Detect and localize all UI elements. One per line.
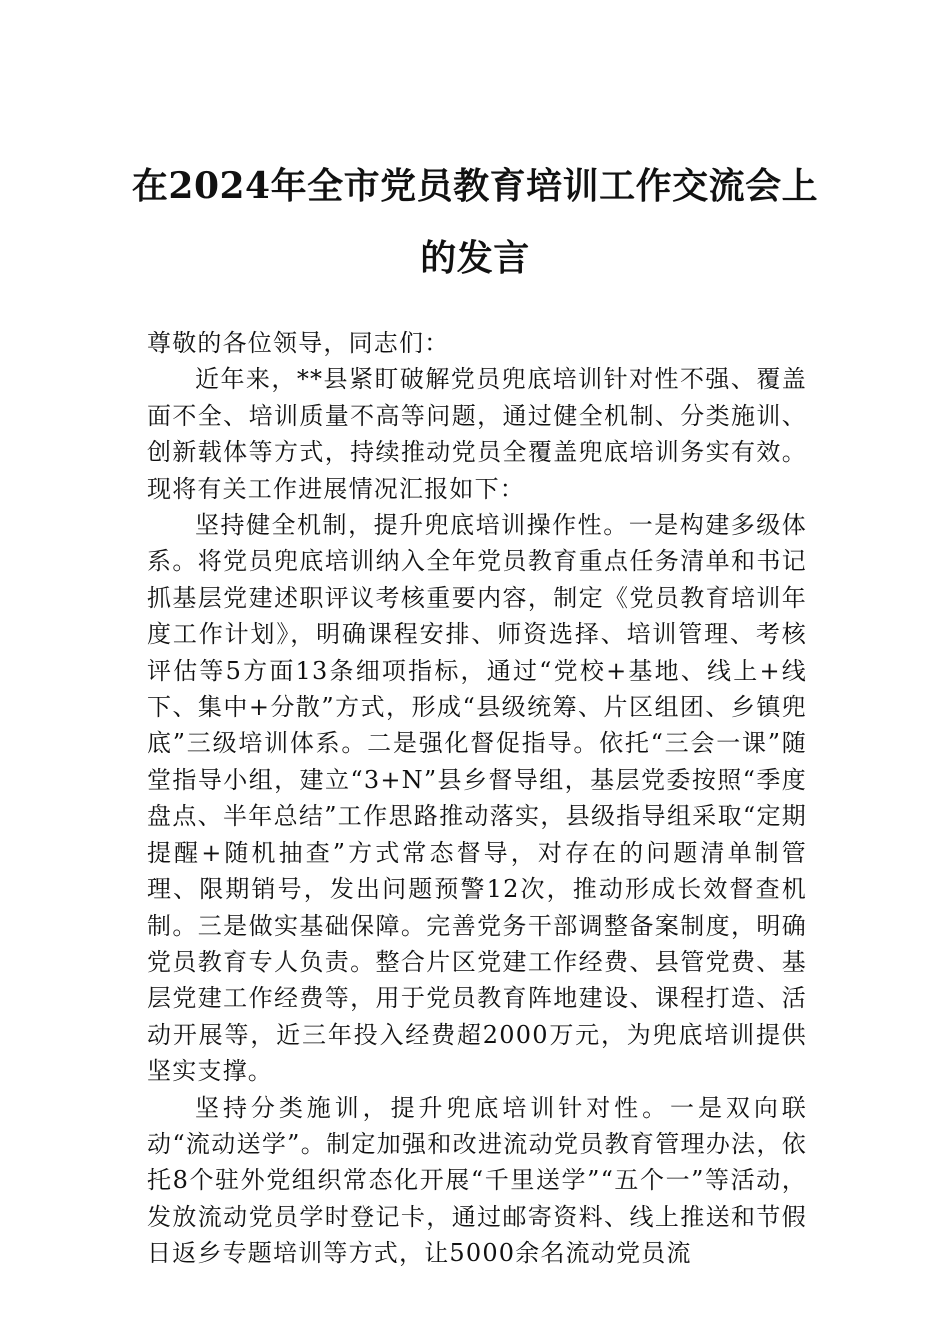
document-title [100, 150, 850, 294]
document-body [147, 325, 807, 1272]
paragraph-intro: 近年来，**县紧盯破解党员兜底培训针对性不强、覆盖面不全、培训质量不高等问题，通过健全机制、分类施训、创新载体等方式，持续推动党员全覆盖兜底培训务实有效。现将有关工作进展情况汇报如下： [147, 365, 807, 503]
salutation: 尊敬的各位领导，同志们： [147, 329, 450, 357]
paragraph-mechanism: 坚持健全机制，提升兜底培训操作性。一是构建多级体系。将党员兜底培训纳入全年党员教育重点任务清单和书记抓基层党建述职评议考核重要内容，制定《党员教育培训年度工作计划》，明确课程安排、师资选择、培训管理、考核评估等5方面13条细项指标，通过“党校+基地、线上+线下、集中+分散”方式，形成“县级统筹、片区组团、乡镇兜底”三级培训体系。二是强化督促指导。依托“三会一课”随堂指导小组，建立“3+N”县乡督导组，基层党委按照“季度盘点、半年总结”工作思路推动落实，县级指导组采取“定期提醒+随机抽查”方式常态督导，对存在的问题清单制管理、限期销号，发出问题预警12次，推动形成长效督查机制。三是做实基础保障。完善党务干部调整备案制度，明确党员教育专人负责。整合片区党建工作经费、县管党费、基层党建工作经费等，用于党员教育阵地建设、课程打造、活动开展等，近三年投入经费超2000万元，为兜底培训提供坚实支撑。 [147, 511, 807, 1086]
title-line-1: 在2024年全市党员教育培训工作交流会上 [131, 165, 819, 207]
paragraph-classified-training: 坚持分类施训，提升兜底培训针对性。一是双向联动“流动送学”。制定加强和改进流动党员教育管理办法，依托8个驻外党组织常态化开展“千里送学”“五个一”等活动，发放流动党员学时登记卡，通过邮寄资料、线上推送和节假日返乡专题培训等方式，让5000余名流动党员流 [147, 1093, 807, 1268]
title-line-2: 的发言 [420, 237, 530, 279]
